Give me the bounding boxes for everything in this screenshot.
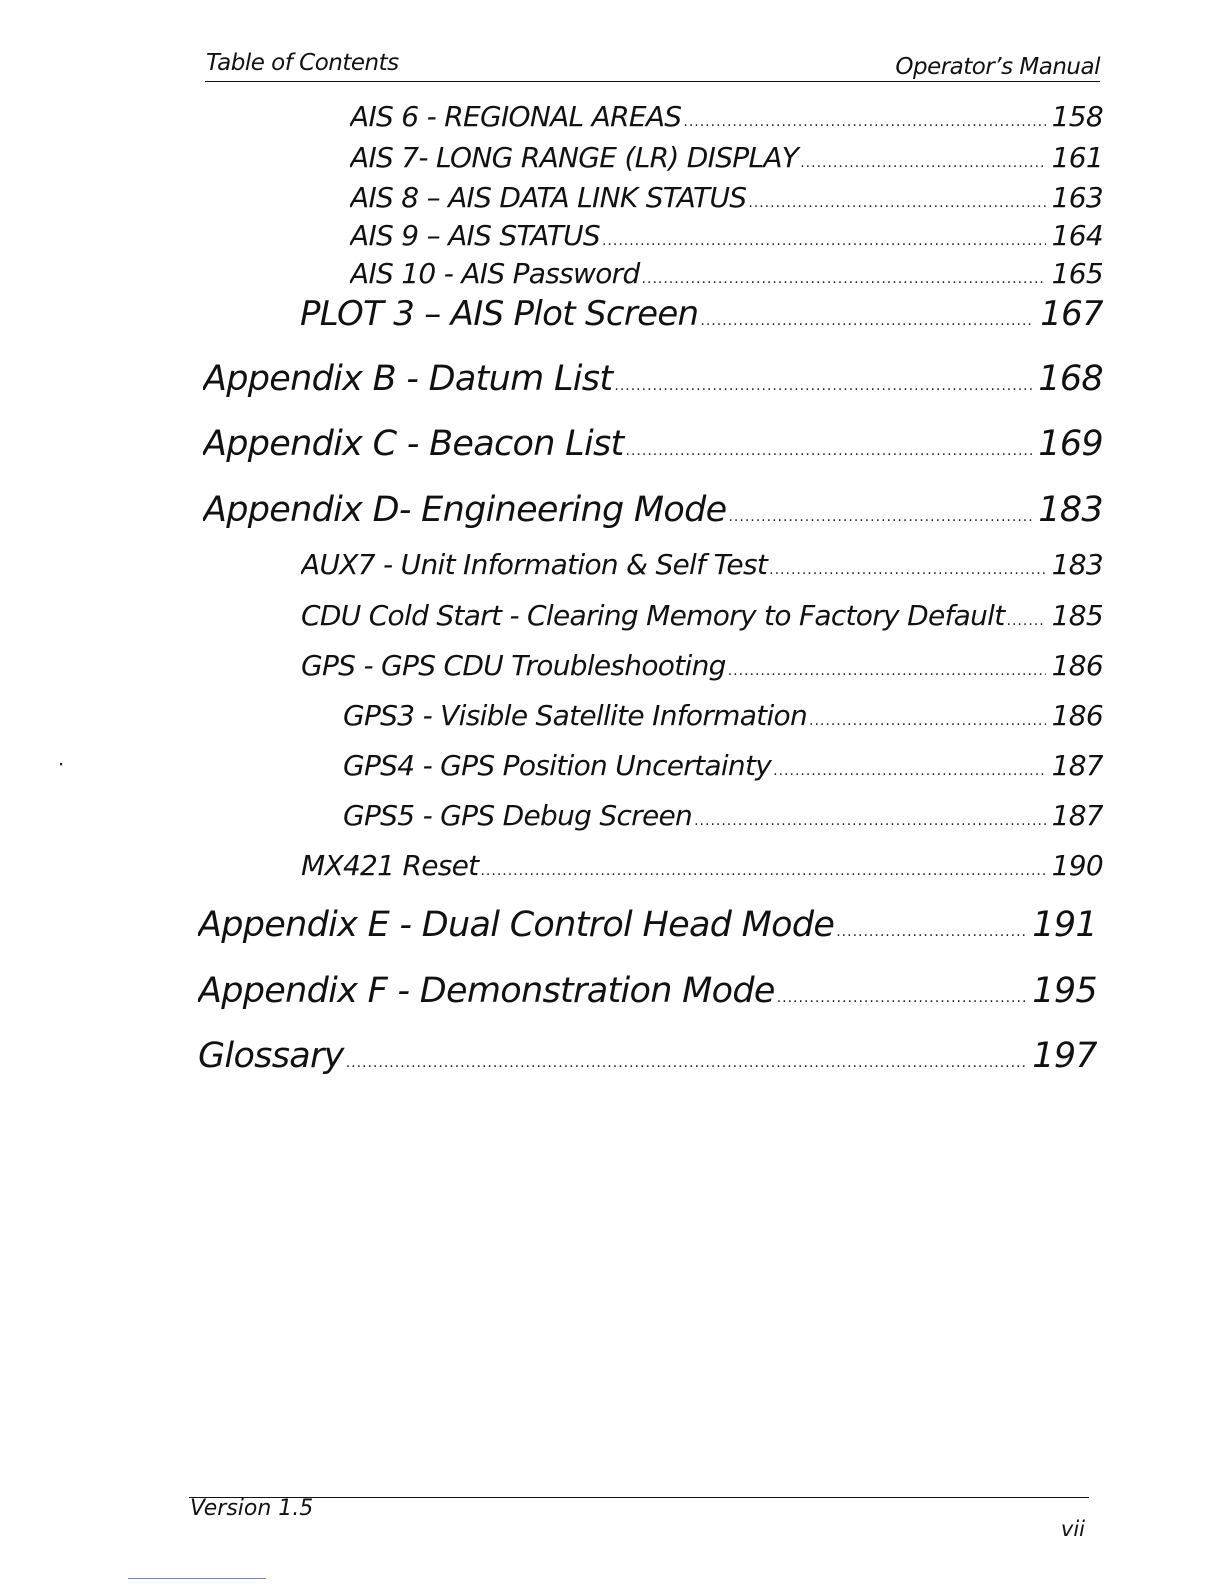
dot-leader	[1007, 599, 1046, 632]
toc-entry-page: 186	[1051, 649, 1103, 682]
toc-entry-plot3[interactable]	[300, 294, 1103, 334]
dot-leader	[683, 100, 1045, 133]
toc-entry-label: AIS 6 - REGIONAL AREAS	[350, 100, 682, 133]
toc-entry-ais6[interactable]	[350, 100, 1103, 133]
toc-entry-page: 197	[1032, 1036, 1097, 1076]
toc-entry-ais9[interactable]	[350, 219, 1103, 252]
toc-entry-label: CDU Cold Start - Clearing Memory to Factory Default	[301, 599, 1005, 632]
toc-entry-page: 161	[1051, 141, 1103, 174]
footer-page-number: vii	[1060, 1517, 1085, 1541]
dot-leader	[728, 649, 1046, 682]
toc-entry-appendix-b[interactable]	[203, 359, 1103, 399]
dot-leader	[800, 141, 1045, 174]
dot-leader	[602, 219, 1046, 252]
toc-entry-label: Appendix F - Demonstration Mode	[198, 971, 775, 1011]
toc-entry-glossary[interactable]	[198, 1036, 1097, 1076]
toc-entry-aux7[interactable]	[301, 548, 1103, 581]
dot-leader	[748, 181, 1045, 214]
toc-entry-cdu-cold-start[interactable]	[301, 599, 1103, 632]
footer-version: Version 1.5	[190, 1496, 314, 1521]
toc-entry-page: 187	[1051, 749, 1103, 782]
toc-entry-page: 186	[1051, 699, 1103, 732]
dot-leader	[769, 548, 1046, 581]
toc-entry-mx421-reset[interactable]	[301, 849, 1103, 882]
toc-entry-label: Appendix E - Dual Control Head Mode	[198, 905, 835, 945]
running-header-title: Table of Contents	[206, 50, 399, 76]
dot-leader	[642, 257, 1046, 290]
toc-entry-label: AIS 8 – AIS DATA LINK STATUS	[350, 181, 747, 214]
toc-entry-gps5[interactable]	[343, 799, 1103, 832]
toc-entry-label: GPS5 - GPS Debug Screen	[343, 799, 693, 832]
dot-leader	[836, 905, 1026, 945]
scan-edge-line	[128, 1578, 266, 1579]
dot-leader	[773, 749, 1046, 782]
toc-entry-label: AIS 10 - AIS Password	[350, 257, 640, 290]
toc-entry-page: 169	[1038, 424, 1103, 464]
toc-entry-page: 191	[1032, 905, 1097, 945]
running-header-manual: Operator’s Manual	[895, 54, 1100, 80]
toc-entry-appendix-f[interactable]	[198, 971, 1097, 1011]
toc-entry-label: MX421 Reset	[301, 849, 479, 882]
header-rule	[205, 81, 1100, 82]
dot-leader	[728, 490, 1032, 530]
toc-entry-label: GPS3 - Visible Satellite Information	[343, 699, 808, 732]
toc-entry-page: 190	[1051, 849, 1103, 882]
dot-leader	[626, 424, 1033, 464]
toc-entry-label: GPS - GPS CDU Troubleshooting	[301, 649, 726, 682]
toc-entry-label: Appendix D- Engineering Mode	[203, 490, 727, 530]
dot-leader	[480, 849, 1045, 882]
toc-entry-label: Glossary	[198, 1036, 344, 1076]
toc-entry-page: 185	[1051, 599, 1103, 632]
toc-entry-label: AIS 7- LONG RANGE (LR) DISPLAY	[350, 141, 799, 174]
dot-leader	[700, 294, 1034, 334]
toc-entry-appendix-d[interactable]	[203, 490, 1103, 530]
toc-entry-label: Appendix B - Datum List	[203, 359, 613, 399]
toc-entry-page: 163	[1051, 181, 1103, 214]
toc-entry-page: 168	[1038, 359, 1103, 399]
toc-entry-gps3[interactable]	[343, 699, 1103, 732]
scan-speck-icon: ⋅	[58, 752, 65, 776]
toc-entry-label: AIS 9 – AIS STATUS	[350, 219, 600, 252]
dot-leader	[346, 1036, 1027, 1076]
toc-entry-appendix-e[interactable]	[198, 905, 1097, 945]
toc-entry-label: PLOT 3 – AIS Plot Screen	[300, 294, 699, 334]
dot-leader	[614, 359, 1032, 399]
toc-entry-label: Appendix C - Beacon List	[203, 424, 624, 464]
toc-entry-ais7[interactable]	[350, 141, 1103, 174]
toc-entry-page: 158	[1051, 100, 1103, 133]
toc-entry-ais10[interactable]	[350, 257, 1103, 290]
toc-entry-page: 195	[1032, 971, 1097, 1011]
toc-entry-label: GPS4 - GPS Position Uncertainty	[343, 749, 772, 782]
toc-entry-gps4[interactable]	[343, 749, 1103, 782]
toc-entry-label: AUX7 - Unit Information & Self Test	[301, 548, 768, 581]
dot-leader	[777, 971, 1027, 1011]
toc-entry-ais8[interactable]	[350, 181, 1103, 214]
toc-entry-page: 183	[1051, 548, 1103, 581]
dot-leader	[809, 699, 1046, 732]
toc-entry-page: 183	[1038, 490, 1103, 530]
toc-entry-page: 164	[1051, 219, 1103, 252]
dot-leader	[694, 799, 1046, 832]
toc-entry-page: 165	[1051, 257, 1103, 290]
toc-entry-page: 167	[1040, 294, 1103, 334]
footer-rule	[189, 1497, 1089, 1498]
toc-entry-page: 187	[1051, 799, 1103, 832]
toc-entry-gps-troubleshooting[interactable]	[301, 649, 1103, 682]
toc-entry-appendix-c[interactable]	[203, 424, 1103, 464]
